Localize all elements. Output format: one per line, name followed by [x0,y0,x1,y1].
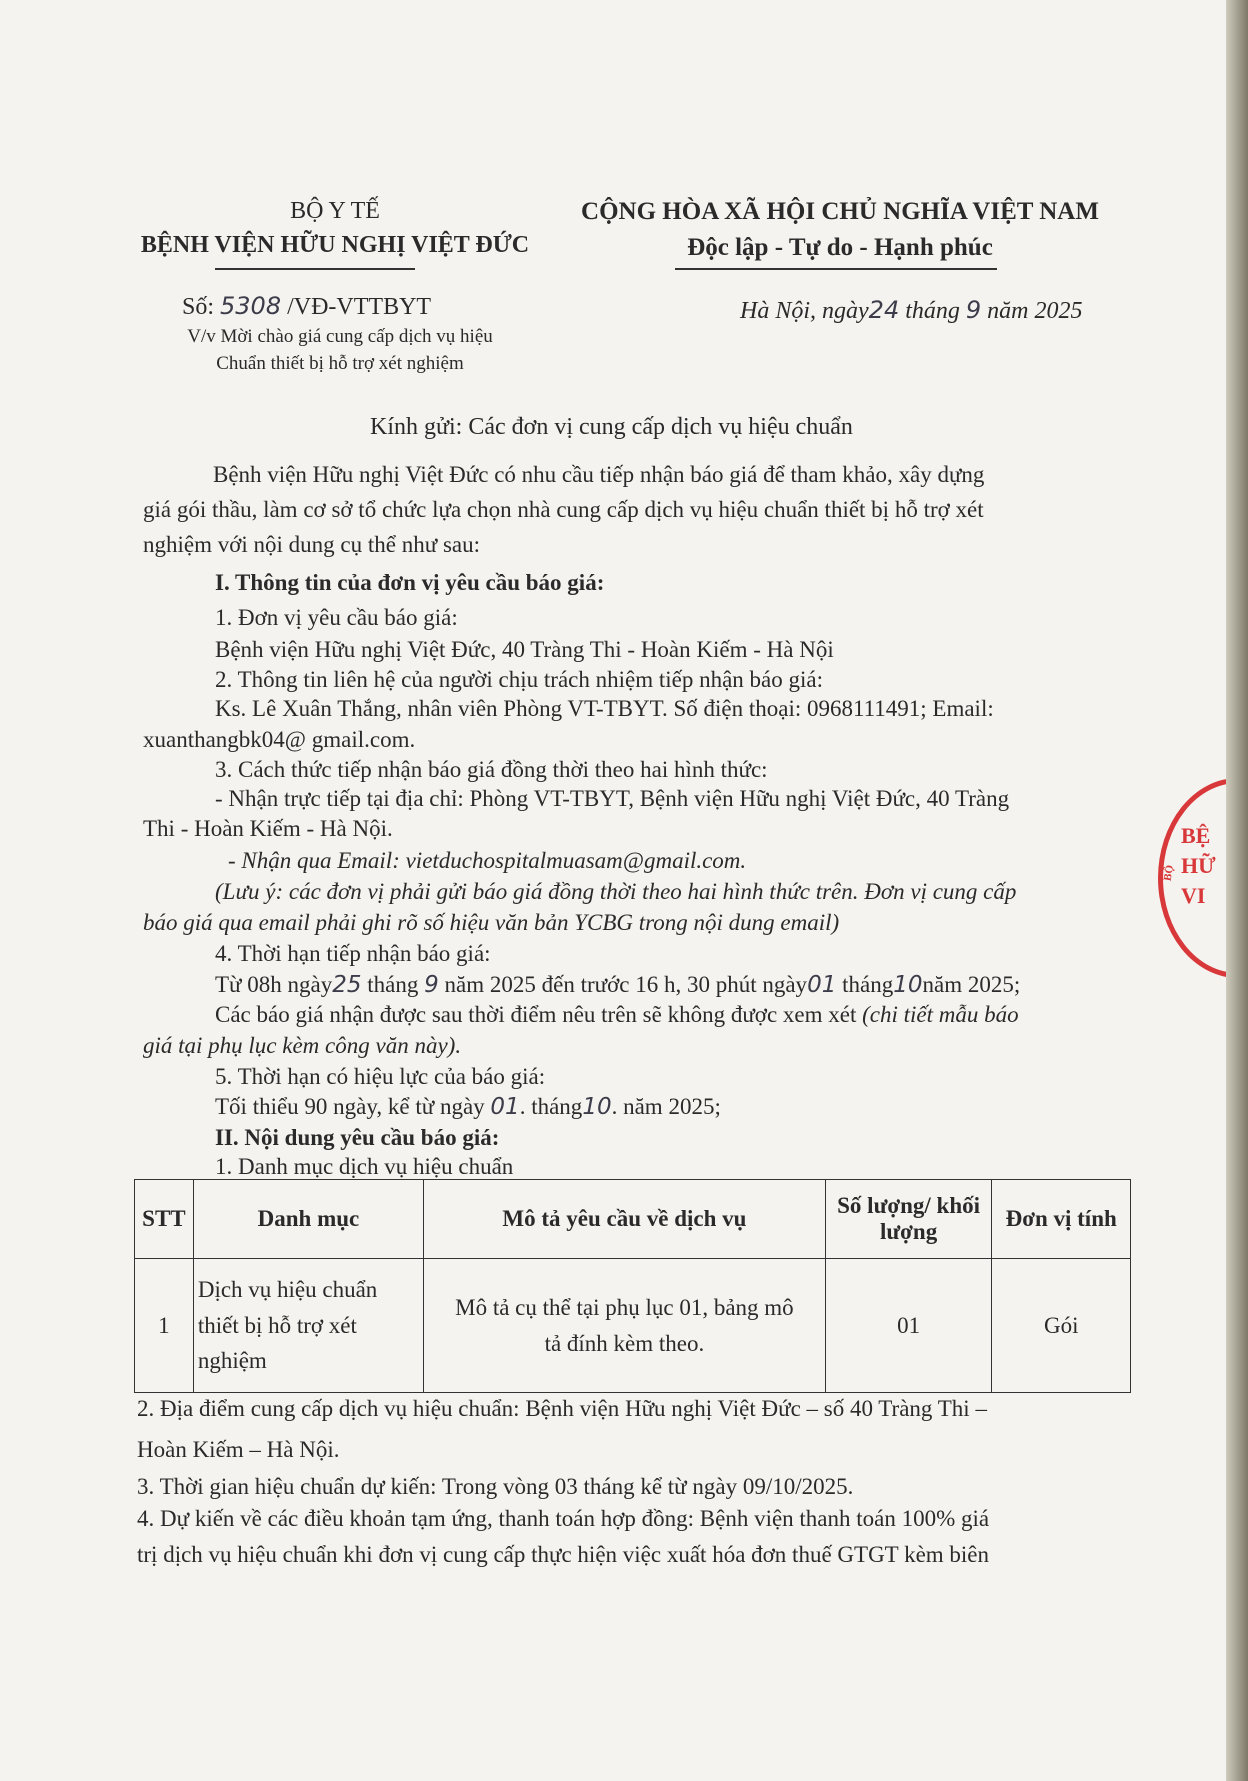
item-4-note-cont: giá tại phụ lục kèm công văn này). [143,1033,462,1058]
place-date-part1: Hà Nội, ngày [740,298,869,324]
item-2-detail: Ks. Lê Xuân Thắng, nhân viên Phòng VT-TBYT. Số điện thoại: 0968111491; Email: [215,696,994,721]
period-end-day: 01 [807,972,837,998]
cell-don-vi: Gói [992,1259,1131,1393]
item-5: 5. Thời hạn có hiệu lực của báo giá: [215,1064,546,1089]
subject-line-2: Chuẩn thiết bị hỗ trợ xét nghiệm [216,353,464,374]
section-2-item-3: 3. Thời gian hiệu chuẩn dự kiến: Trong vòng 03 tháng kể từ ngày 09/10/2025. [137,1474,854,1499]
date-month: 9 [965,296,982,324]
table-header-row [135,1180,1131,1259]
place-date-part3: năm 2025 [987,298,1083,324]
place-date [740,296,1083,325]
late-note: Các báo giá nhận được sau thời điểm nêu trên sẽ không được xem xét [215,1002,857,1027]
period-part1: Từ 08h ngày [215,972,333,997]
stamp-text-1: BỆ [1181,823,1211,848]
item-3: 3. Cách thức tiếp nhận báo giá đồng thời theo hai hình thức: [215,757,768,782]
validity-day: 01 [490,1094,520,1120]
intro-line-2: giá gói thầu, làm cơ sở tổ chức lựa chọn nhà cung cấp dịch vụ hiệu chuẩn thiết bị hỗ trợ xét [143,497,984,522]
late-note-italic: (chi tiết mẫu báo [862,1002,1019,1027]
section-2-item-1: 1. Danh mục dịch vụ hiệu chuẩn [215,1154,514,1179]
col-so-luong: Số lượng/ khối lượng [825,1180,992,1259]
item-3-direct: - Nhận trực tiếp tại địa chỉ: Phòng VT-TBYT, Bệnh viện Hữu nghị Việt Đức, 40 Tràng [215,786,1010,811]
period-part2: tháng [367,972,419,997]
cell-so-luong: 01 [825,1259,992,1393]
period-part5: năm 2025; [922,972,1021,997]
item-5-detail [215,1094,721,1120]
intro-line-1: Bệnh viện Hữu nghị Việt Đức có nhu cầu tiếp nhận báo giá để tham khảo, xây dựng [213,462,985,487]
section-1-heading: I. Thông tin của đơn vị yêu cầu báo giá: [215,570,605,595]
motto-underline [675,268,997,270]
stamp-side-text: BỘ [1161,864,1177,882]
hospital-name: BỆNH VIỆN HỮU NGHỊ VIỆT ĐỨC [140,232,530,258]
motto: Độc lập - Tự do - Hạnh phúc [687,234,993,261]
date-day: 24 [868,296,900,324]
item-3-email: - Nhận qua Email: vietduchospitalmuasam@gmail.com. [228,848,747,873]
table-row [135,1259,1131,1393]
ministry-name: BỘ Y TẾ [290,198,380,224]
item-2: 2. Thông tin liên hệ của người chịu trách nhiệm tiếp nhận báo giá: [215,667,823,692]
place-date-part2: tháng [905,298,960,324]
republic-title: CỘNG HÒA XÃ HỘI CHỦ NGHĨA VIỆT NAM [581,198,1099,225]
item-3-note-cont: báo giá qua email phải ghi rõ số hiệu văn bản YCBG trong nội dung email) [143,910,840,935]
section-2-item-4: 4. Dự kiến về các điều khoản tạm ứng, thanh toán hợp đồng: Bệnh viện thanh toán 100% giá [137,1506,990,1531]
item-4-period [215,972,1020,998]
subject-line-1: V/v Mời chào giá cung cấp dịch vụ hiệu [187,326,493,347]
cell-stt: 1 [135,1259,194,1393]
col-mo-ta: Mô tả yêu cầu về dịch vụ [424,1180,826,1259]
section-2-item-2-cont: Hoàn Kiếm – Hà Nội. [137,1437,340,1462]
doc-no-handwritten: 5308 [220,292,282,320]
period-end-month: 10 [893,972,923,998]
validity-month: 10 [582,1094,612,1120]
item-3-direct-cont: Thi - Hoàn Kiếm - Hà Nội. [143,816,393,841]
stamp-text-2: HỮ [1181,853,1216,878]
item-2-email: xuanthangbk04@ gmail.com. [143,727,416,752]
service-table [134,1179,1131,1393]
period-part3: năm 2025 đến trước 16 h, 30 phút ngày [444,972,808,997]
validity-part3: . năm 2025; [611,1094,721,1119]
validity-part2: . tháng [519,1094,583,1119]
document-number [182,292,431,321]
page-edge [1226,0,1248,1781]
intro-line-3: nghiệm với nội dung cụ thể như sau: [143,532,481,557]
col-danh-muc: Danh mục [193,1180,423,1259]
col-don-vi: Đơn vị tính [992,1180,1131,1259]
section-2-item-4-cont: trị dịch vụ hiệu chuẩn khi đơn vị cung cấp thực hiện việc xuất hóa đơn thuế GTGT kèm biên [137,1542,990,1567]
item-4-note [215,1002,1019,1028]
period-start-day: 25 [332,972,362,998]
item-4: 4. Thời hạn tiếp nhận báo giá: [215,941,491,966]
cell-danh-muc: Dịch vụ hiệu chuẩn thiết bị hỗ trợ xét nghiệm [193,1259,423,1393]
col-stt: STT [135,1180,194,1259]
hospital-underline [215,268,415,270]
item-1-detail: Bệnh viện Hữu nghị Việt Đức, 40 Tràng Thi - Hoàn Kiếm - Hà Nội [215,637,834,662]
doc-no-prefix: Số: [182,294,215,320]
section-2-item-2: 2. Địa điểm cung cấp dịch vụ hiệu chuẩn: Bệnh viện Hữu nghị Việt Đức – số 40 Tràng Thi – [137,1396,987,1421]
period-part4: tháng [842,972,894,997]
period-start-month: 9 [424,972,439,998]
item-3-note: (Lưu ý: các đơn vị phải gửi báo giá đồng thời theo hai hình thức trên. Đơn vị cung cấp [215,879,1017,904]
cell-mo-ta: Mô tả cụ thể tại phụ lục 01, bảng mô tả đính kèm theo. [424,1259,826,1393]
stamp-text-3: VI [1181,883,1206,908]
section-2-heading: II. Nội dung yêu cầu báo giá: [215,1125,500,1150]
validity-part1: Tối thiểu 90 ngày, kể từ ngày [215,1094,485,1119]
doc-no-suffix: /VĐ-VTTBYT [287,294,432,320]
item-1: 1. Đơn vị yêu cầu báo giá: [215,605,458,630]
salutation: Kính gửi: Các đơn vị cung cấp dịch vụ hiệu chuẩn [370,414,853,440]
